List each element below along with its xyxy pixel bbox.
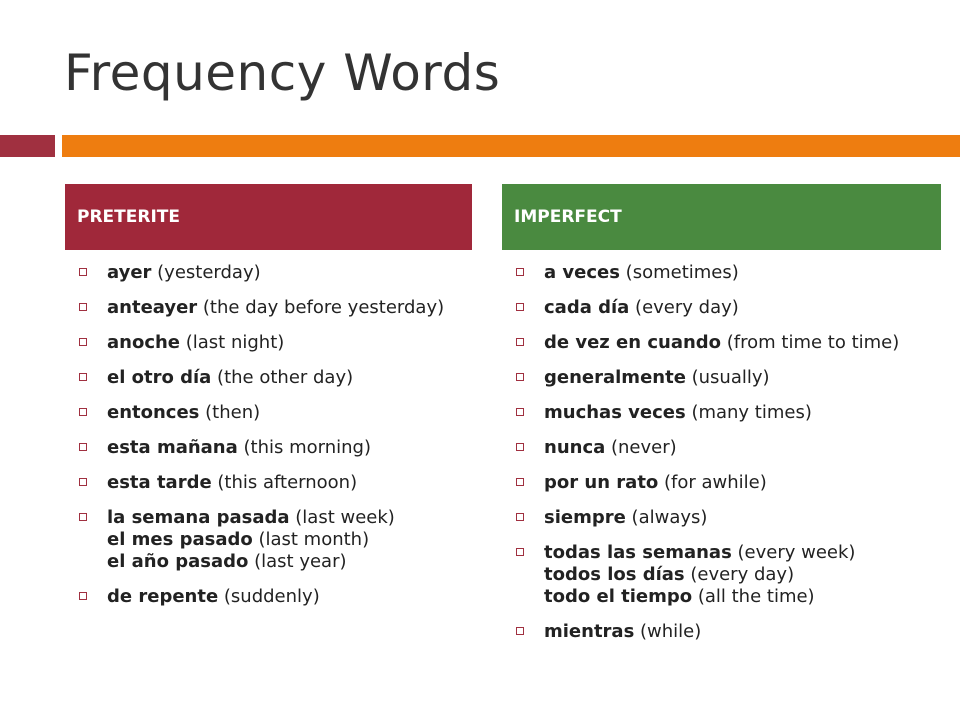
list-item xyxy=(75,367,465,389)
english-gloss: (last month) xyxy=(252,529,370,550)
list-item-line xyxy=(544,332,932,354)
list-item-line xyxy=(544,367,932,389)
list-item-line xyxy=(544,621,932,643)
list-item-line xyxy=(544,586,932,608)
list-item-line xyxy=(107,437,465,459)
english-gloss: (the other day) xyxy=(211,367,354,388)
english-gloss: (from time to time) xyxy=(721,332,900,353)
spanish-term: anoche xyxy=(107,332,181,353)
list-item-line xyxy=(107,402,465,424)
list-item-line xyxy=(107,332,465,354)
list-item-line xyxy=(107,297,465,319)
square-bullet-icon xyxy=(516,548,524,556)
spanish-term: ayer xyxy=(107,262,152,283)
english-gloss: (usually) xyxy=(685,367,770,388)
square-bullet-icon xyxy=(79,408,87,416)
list-item xyxy=(75,262,465,284)
list-item-line xyxy=(107,586,465,608)
square-bullet-icon xyxy=(516,303,524,311)
list-item xyxy=(75,297,465,319)
spanish-term: siempre xyxy=(544,507,626,528)
square-bullet-icon xyxy=(516,443,524,451)
spanish-term: de repente xyxy=(107,586,219,607)
list-item xyxy=(512,297,932,319)
square-bullet-icon xyxy=(516,513,524,521)
list-item xyxy=(75,402,465,424)
spanish-term: el mes pasado xyxy=(107,529,253,550)
english-gloss: (never) xyxy=(605,437,677,458)
english-gloss: (many times) xyxy=(685,402,812,423)
square-bullet-icon xyxy=(516,408,524,416)
list-item xyxy=(512,402,932,424)
square-bullet-icon xyxy=(516,338,524,346)
english-gloss: (every day) xyxy=(629,297,739,318)
page-title: Frequency Words xyxy=(64,44,501,102)
list-item xyxy=(75,472,465,494)
english-gloss: (for awhile) xyxy=(658,472,767,493)
english-gloss: (yesterday) xyxy=(151,262,261,283)
spanish-term: el año pasado xyxy=(107,551,249,572)
english-gloss: (last year) xyxy=(248,551,347,572)
list-item xyxy=(512,507,932,529)
square-bullet-icon xyxy=(516,268,524,276)
spanish-term: nunca xyxy=(544,437,606,458)
spanish-term: esta tarde xyxy=(107,472,212,493)
square-bullet-icon xyxy=(79,373,87,381)
list-item xyxy=(512,332,932,354)
square-bullet-icon xyxy=(516,373,524,381)
spanish-term: todas las semanas xyxy=(544,542,732,563)
square-bullet-icon xyxy=(516,627,524,635)
preterite-header: PRETERITE xyxy=(65,184,472,250)
square-bullet-icon xyxy=(79,443,87,451)
english-gloss: (sometimes) xyxy=(619,262,739,283)
list-item xyxy=(512,437,932,459)
list-item xyxy=(75,586,465,608)
english-gloss: (every week) xyxy=(731,542,856,563)
list-item-line xyxy=(107,551,465,573)
square-bullet-icon xyxy=(79,592,87,600)
list-item-line xyxy=(544,564,932,586)
english-gloss: (then) xyxy=(199,402,261,423)
spanish-term: a veces xyxy=(544,262,620,283)
imperfect-list xyxy=(512,262,932,656)
list-item xyxy=(75,437,465,459)
square-bullet-icon xyxy=(79,478,87,486)
spanish-term: entonces xyxy=(107,402,200,423)
spanish-term: esta mañana xyxy=(107,437,238,458)
list-item xyxy=(512,472,932,494)
list-item-line xyxy=(544,297,932,319)
list-item xyxy=(75,332,465,354)
spanish-term: mientras xyxy=(544,621,635,642)
square-bullet-icon xyxy=(79,338,87,346)
english-gloss: (the day before yesterday) xyxy=(197,297,445,318)
list-item-line xyxy=(107,367,465,389)
square-bullet-icon xyxy=(79,303,87,311)
preterite-list xyxy=(75,262,465,621)
spanish-term: cada día xyxy=(544,297,630,318)
imperfect-header: IMPERFECT xyxy=(502,184,941,250)
list-item-line xyxy=(107,507,465,529)
spanish-term: de vez en cuando xyxy=(544,332,722,353)
spanish-term: muchas veces xyxy=(544,402,686,423)
list-item xyxy=(512,542,932,608)
english-gloss: (last week) xyxy=(289,507,395,528)
spanish-term: la semana pasada xyxy=(107,507,290,528)
square-bullet-icon xyxy=(79,513,87,521)
list-item-line xyxy=(107,262,465,284)
list-item-line xyxy=(544,507,932,529)
list-item-line xyxy=(544,437,932,459)
square-bullet-icon xyxy=(79,268,87,276)
spanish-term: por un rato xyxy=(544,472,659,493)
list-item-line xyxy=(107,472,465,494)
english-gloss: (suddenly) xyxy=(218,586,320,607)
title-rule-accent xyxy=(0,135,55,157)
list-item-line xyxy=(107,529,465,551)
list-item-line xyxy=(544,542,932,564)
spanish-term: todos los días xyxy=(544,564,685,585)
title-rule-bar xyxy=(62,135,960,157)
english-gloss: (this afternoon) xyxy=(211,472,358,493)
list-item xyxy=(75,507,465,573)
spanish-term: anteayer xyxy=(107,297,198,318)
english-gloss: (always) xyxy=(625,507,708,528)
list-item xyxy=(512,621,932,643)
list-item xyxy=(512,262,932,284)
english-gloss: (last night) xyxy=(180,332,285,353)
spanish-term: todo el tiempo xyxy=(544,586,693,607)
english-gloss: (this morning) xyxy=(237,437,371,458)
square-bullet-icon xyxy=(516,478,524,486)
list-item-line xyxy=(544,402,932,424)
spanish-term: generalmente xyxy=(544,367,686,388)
list-item xyxy=(512,367,932,389)
spanish-term: el otro día xyxy=(107,367,212,388)
english-gloss: (while) xyxy=(634,621,702,642)
list-item-line xyxy=(544,472,932,494)
english-gloss: (every day) xyxy=(684,564,795,585)
list-item-line xyxy=(544,262,932,284)
english-gloss: (all the time) xyxy=(692,586,815,607)
